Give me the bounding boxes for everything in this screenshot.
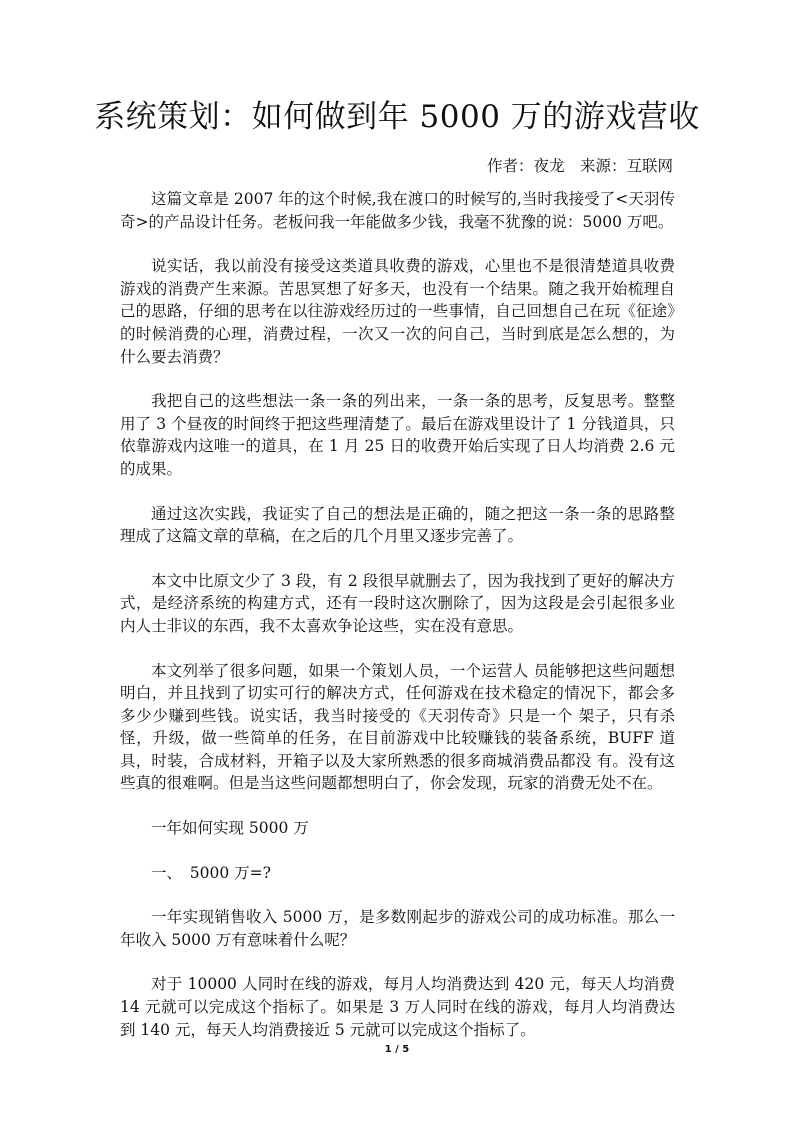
section-heading: 一年如何实现 5000 万 bbox=[151, 819, 309, 838]
document-title: 系统策划：如何做到年 5000 万的游戏营收 bbox=[94, 99, 700, 135]
paragraph: 我把自己的这些想法一条一条的列出来，一条一条的思考，反复思考。整整用了 3 个昼夜的时间终于把这些理清楚了。最后在游戏里设计了 1 分钱道具，只依靠游戏内这唯一的道具，在 1 月 25 日的收费开始后实现了日人均消费 2.6 元的成果。 bbox=[120, 392, 675, 478]
paragraph: 一年实现销售收入 5000 万，是多数刚起步的游戏公司的成功标准。那么一年收入 5000 万有意味着什么呢？ bbox=[120, 908, 675, 949]
subsection-heading: 一、 5000 万=? bbox=[151, 863, 271, 882]
paragraph: 通过这次实践，我证实了自己的想法是正确的，随之把这一条一条的思路整理成了这篇文章的草稿，在之后的几个月里又逐步完善了。 bbox=[120, 504, 675, 546]
byline: 作者：夜龙 来源：互联网 bbox=[486, 157, 673, 175]
page-number: 1 / 5 bbox=[384, 1044, 410, 1055]
paragraph: 本文中比原文少了 3 段，有 2 段很早就删去了，因为我找到了更好的解决方式，是经济系统的构建方式，还有一段时这次删除了，因为这段是会引起很多业内人士非议的东西，我不太喜欢争论这些，实在没有意思。 bbox=[120, 571, 675, 635]
paragraph: 对于 10000 人同时在线的游戏，每月人均消费达到 420 元，每天人均消费 14 元就可以完成这个指标了。如果是 3 万人同时在线的游戏，每月人均消费达到 140 元，每天人均消费接近 5 元就可以完成这个指标了。 bbox=[120, 975, 675, 1039]
paragraph: 本文列举了很多问题，如果一个策划人员，一个运营人 员能够把这些问题想明白，并且找到了切实可行的解决方式，任何游戏在技术稳定的情况下，都会多多少少赚到些钱。说实话，我当时接受的《天羽传奇》只是一个 架子，只有杀怪，升级，做一些简单的任务，在目前游戏中比较赚钱的装备系统，BUFF 道具，时装，合成材料，开箱子以及大家所熟悉的很多商城消费品都没 有。没有这些真的很难啊。但是当这些问题都想明白了，你会发现，玩家的消费无处不在。 bbox=[120, 661, 675, 793]
paragraph: 这篇文章是 2007 年的这个时候,我在渡口的时候写的,当时我接受了<天羽传奇>的产品设计任务。老板问我一年能做多少钱，我毫不犹豫的说：5000 万吧。 bbox=[120, 190, 675, 231]
paragraph: 说实话，我以前没有接受这类道具收费的游戏，心里也不是很清楚道具收费游戏的消费产生来源。苦思冥想了好多天，也没有一个结果。随之我开始梳理自己的思路，仔细的思考在以往游戏经历过的一些事情，自己回想自己在玩《征途》的时候消费的心理，消费过程，一次又一次的问自己，当时到底是怎么想的，为什么要去消费？ bbox=[120, 257, 675, 366]
article-body bbox=[120, 188, 675, 1041]
